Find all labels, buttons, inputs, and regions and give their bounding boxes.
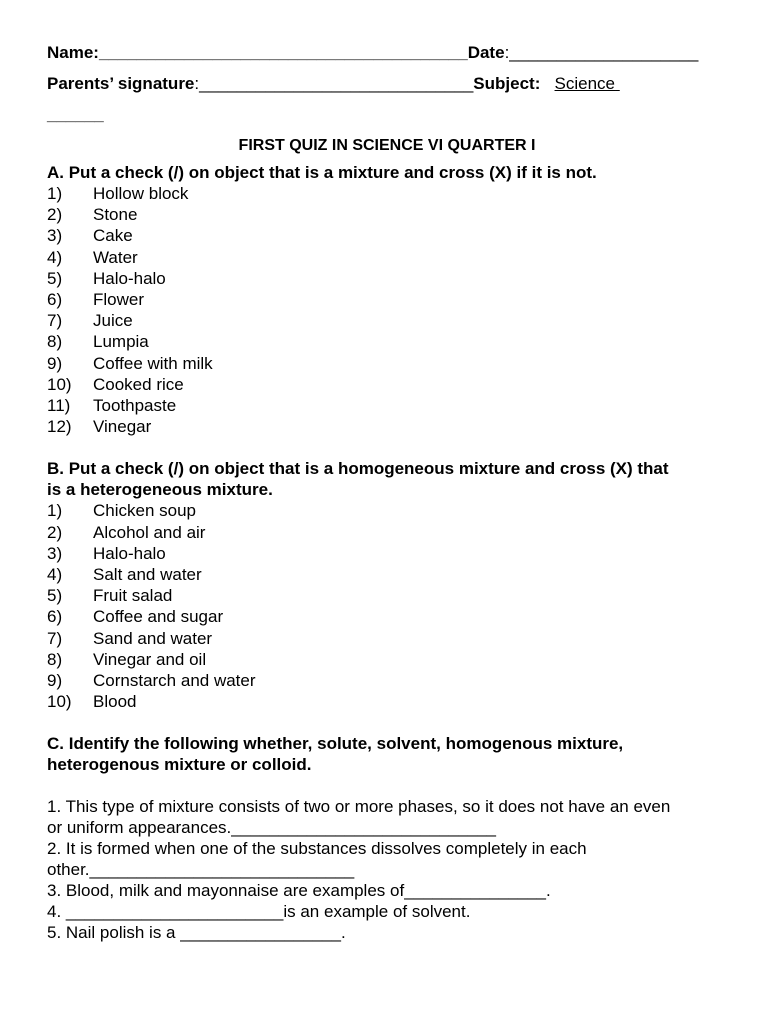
item-text: Hollow block [93, 184, 189, 203]
section-b-instruction-line2: is a heterogeneous mixture. [47, 480, 273, 500]
item-text: Salt and water [93, 565, 202, 585]
list-item [47, 331, 727, 352]
list-item [47, 670, 727, 691]
subject-trail-line [47, 104, 727, 125]
item-number: 7) [47, 628, 63, 648]
name-date-row [47, 42, 727, 63]
question-1-line2[interactable]: or uniform appearances.____________________________ [47, 818, 496, 838]
item-text: Water [93, 247, 138, 267]
item-text: Stone [93, 205, 138, 225]
item-number: 8) [47, 649, 63, 669]
subject-trail-blank: ______ [47, 105, 104, 124]
list-item [47, 649, 727, 670]
item-text: Halo-halo [93, 268, 166, 288]
name-field[interactable]: _______________________________________ [98, 43, 468, 62]
item-text: Coffee with milk [93, 353, 213, 373]
list-item [47, 204, 727, 225]
list-item [47, 543, 727, 564]
list-item [47, 247, 727, 268]
item-number: 9) [47, 353, 63, 373]
list-item [47, 289, 727, 310]
item-number: 4) [47, 565, 63, 585]
list-item [47, 374, 727, 395]
list-item [47, 183, 727, 204]
item-number: 4) [47, 247, 63, 267]
item-text: Juice [93, 311, 133, 331]
item-number: 10) [47, 692, 72, 712]
section-b-instruction-line1: B. Put a check (/) on object that is a homogeneous mixture and cross (X) that [47, 459, 669, 479]
list-item [47, 500, 727, 521]
item-text: Cornstarch and water [93, 671, 256, 691]
list-item [47, 353, 727, 374]
item-number: 9) [47, 671, 63, 691]
list-item [47, 310, 727, 331]
item-text: Sand and water [93, 628, 213, 648]
list-item [47, 628, 727, 649]
list-item [47, 585, 727, 606]
quiz-title: FIRST QUIZ IN SCIENCE VI QUARTER I [238, 137, 536, 154]
item-number: 2) [47, 205, 63, 225]
item-number: 10) [47, 374, 72, 394]
question-5[interactable]: 5. Nail polish is a _________________. [47, 923, 346, 943]
section-a-list [47, 183, 727, 437]
question-2-line1: 2. It is formed when one of the substances dissolves completely in each [47, 839, 587, 859]
item-number: 6) [47, 290, 63, 310]
section-a-instruction: A. Put a check (/) on object that is a mixture and cross (X) if it is not. [47, 163, 597, 182]
item-text: Blood [93, 692, 137, 712]
section-c-instruction-line2: heterogenous mixture or colloid. [47, 755, 312, 775]
list-item [47, 564, 727, 585]
item-text: Vinegar [93, 417, 152, 437]
quiz-page [47, 42, 727, 943]
list-item [47, 268, 727, 289]
list-item [47, 691, 727, 712]
date-label: Date [467, 43, 505, 62]
item-number: 3) [47, 543, 63, 563]
parents-signature-label: Parents’ signature [47, 74, 195, 93]
item-text: Cooked rice [93, 374, 184, 394]
section-b-list [47, 500, 727, 712]
item-number: 5) [47, 268, 63, 288]
question-1-line1: 1. This type of mixture consists of two or more phases, so it does not have an even [47, 797, 671, 817]
item-text: Chicken soup [93, 501, 197, 521]
list-item [47, 225, 727, 246]
question-2-line2[interactable]: other.____________________________ [47, 860, 355, 880]
item-text: Alcohol and air [93, 522, 206, 542]
parents-signature-field[interactable]: :_____________________________ [194, 74, 474, 93]
item-text: Toothpaste [93, 396, 177, 416]
list-item [47, 522, 727, 543]
list-item [47, 416, 727, 437]
list-item [47, 395, 727, 416]
question-4[interactable]: 4. _______________________is an example of solvent. [47, 902, 471, 922]
item-number: 11) [47, 396, 71, 416]
list-item [47, 606, 727, 627]
name-label: Name: [47, 43, 99, 62]
item-text: Flower [93, 290, 145, 310]
item-text: Halo-halo [93, 543, 166, 563]
item-number: 3) [47, 226, 63, 246]
item-text: Cake [93, 226, 133, 246]
item-number: 1) [47, 501, 63, 521]
item-number: 7) [47, 311, 63, 331]
date-field[interactable]: :____________________ [504, 43, 699, 62]
section-c-instruction-line1: C. Identify the following whether, solute, solvent, homogenous mixture, [47, 734, 624, 754]
item-text: Lumpia [93, 332, 149, 352]
item-text: Fruit salad [93, 586, 173, 606]
item-number: 2) [47, 522, 63, 542]
item-number: 12) [47, 417, 72, 437]
subject-value[interactable]: Science [554, 74, 616, 93]
item-number: 6) [47, 607, 63, 627]
subject-label: Subject: [473, 74, 541, 93]
item-number: 1) [47, 184, 63, 203]
question-3[interactable]: 3. Blood, milk and mayonnaise are examples of_______________. [47, 881, 551, 901]
parents-subject-row [47, 73, 727, 94]
item-number: 5) [47, 586, 63, 606]
item-number: 8) [47, 332, 63, 352]
item-text: Coffee and sugar [93, 607, 224, 627]
item-text: Vinegar and oil [93, 649, 207, 669]
section-c-questions [47, 796, 727, 943]
